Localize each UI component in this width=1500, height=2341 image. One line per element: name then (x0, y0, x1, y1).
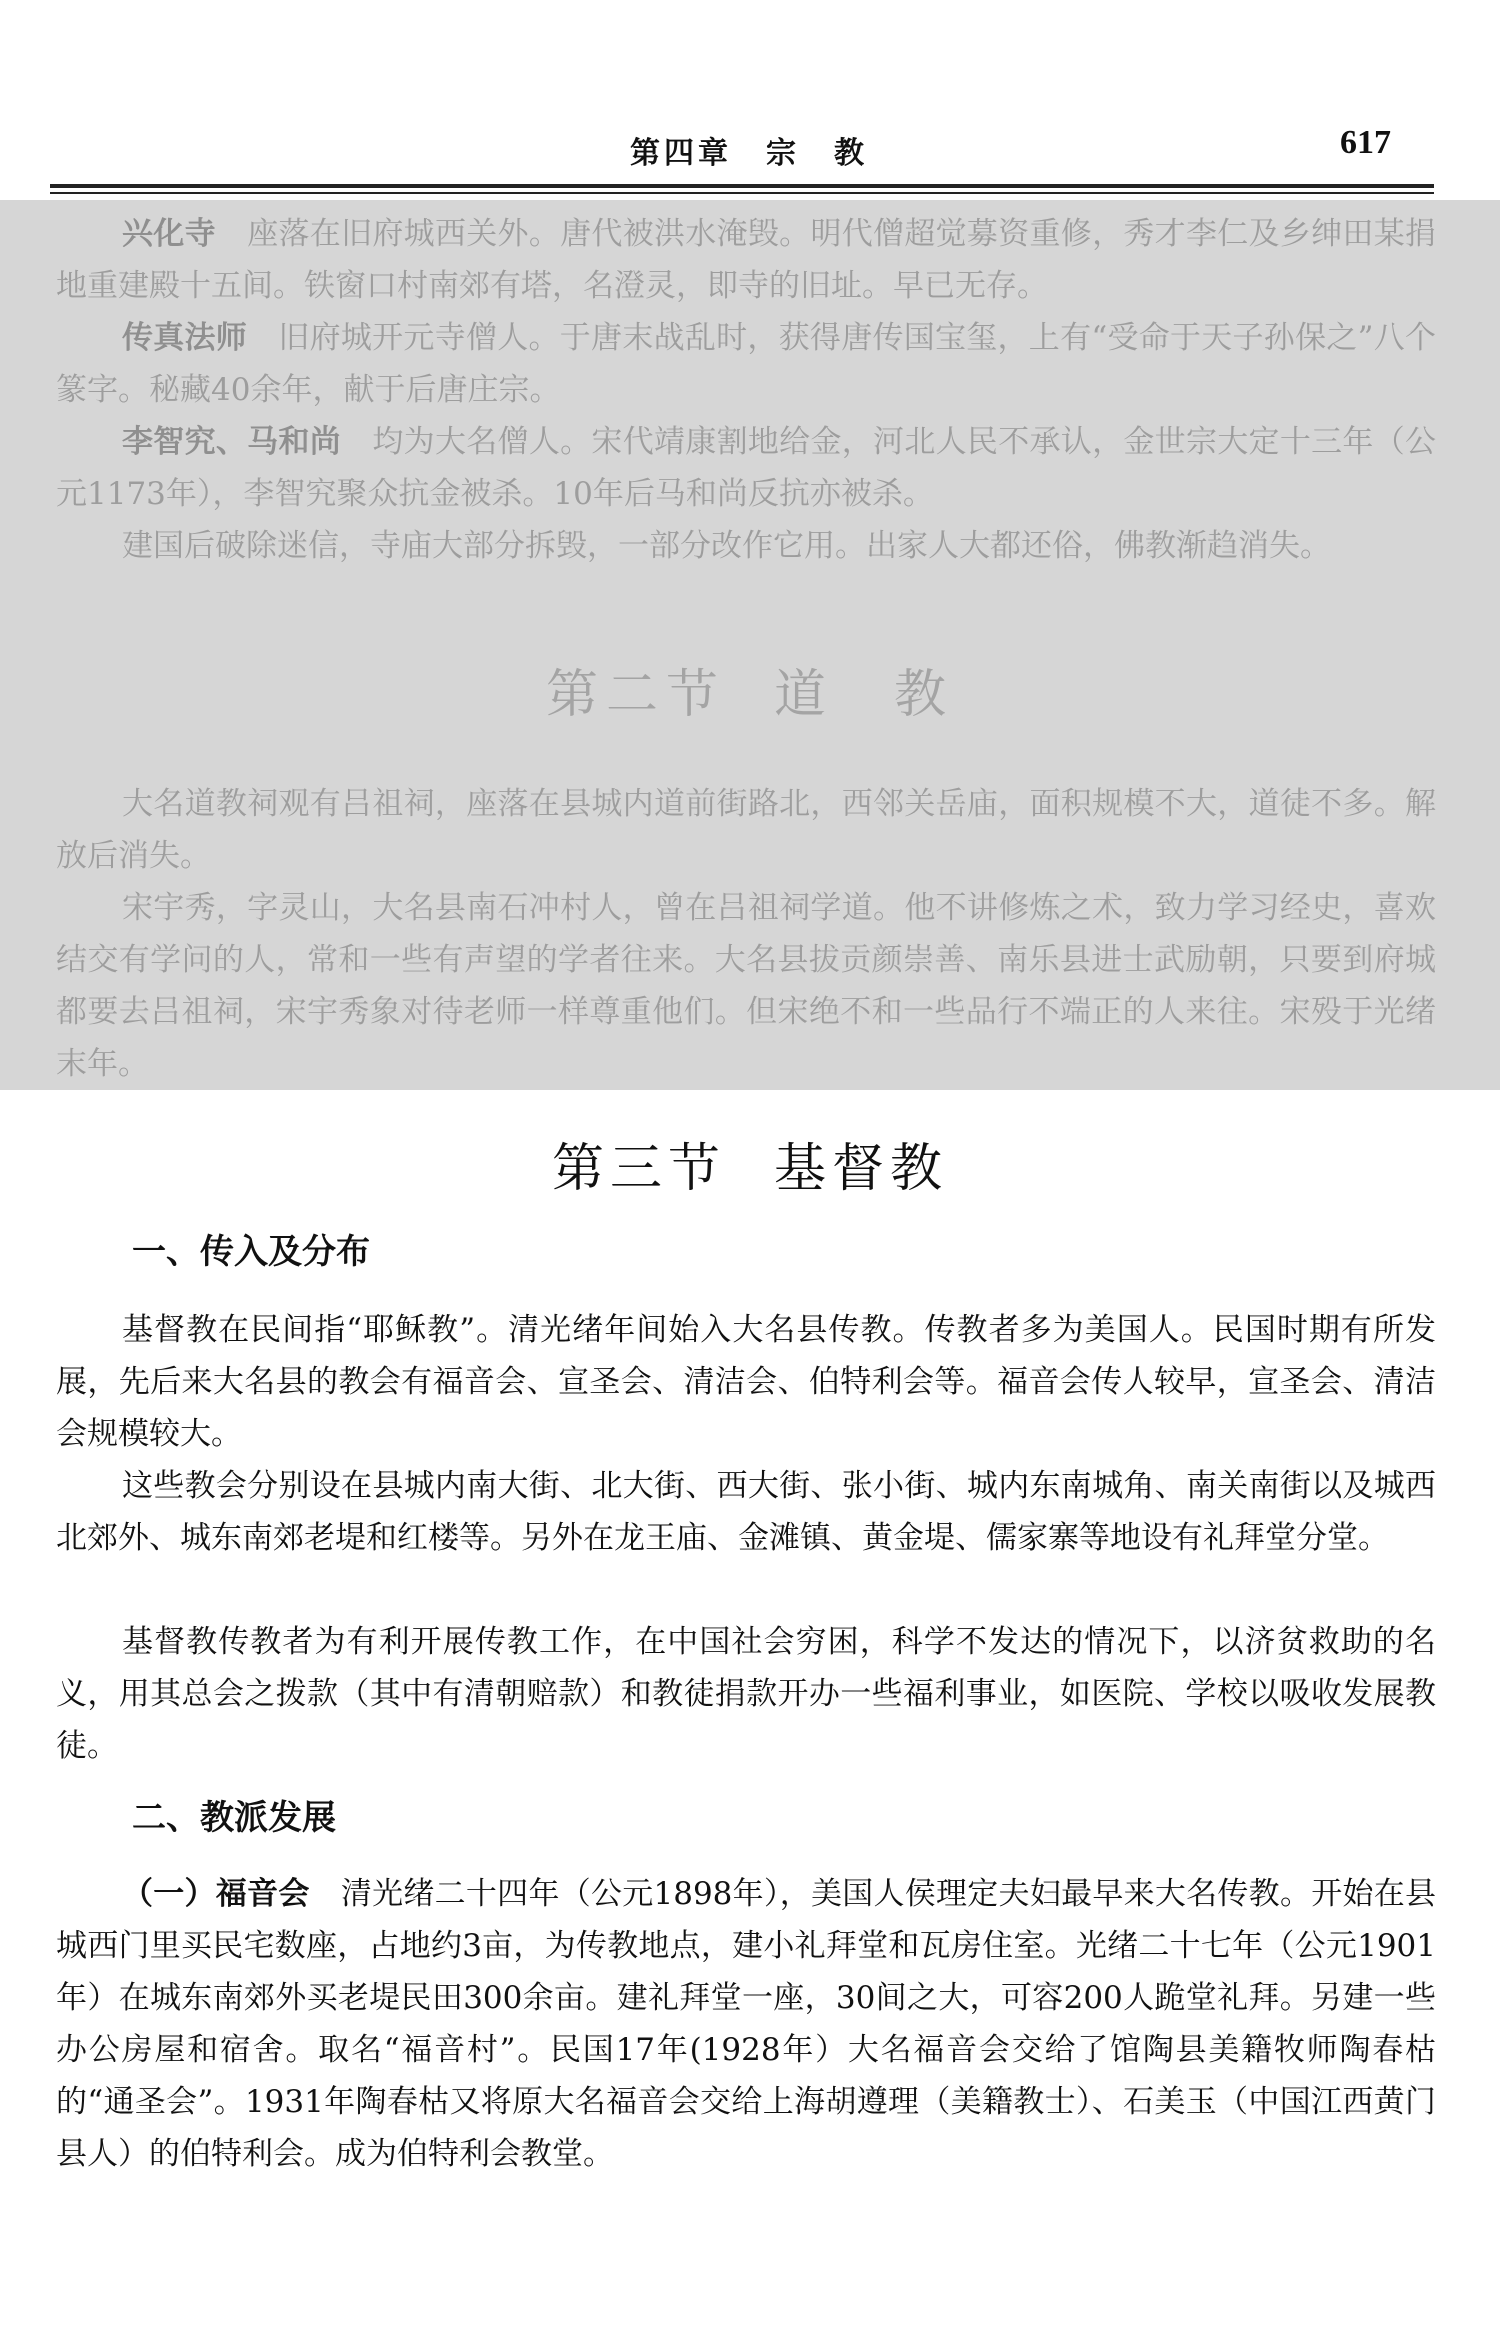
paragraph-chuanzhen-master (56, 312, 1436, 416)
paragraph-text: 均为大名僧人。宋代靖康割地给金，河北人民不承认，金世宗大定十三年（公元1173年），李智究聚众抗金被杀。10年后马和尚反抗亦被杀。 (56, 424, 1437, 512)
highlighted-region (0, 200, 1500, 1090)
paragraph-song-yuxiu: 宋宇秀，字灵山，大名县南石冲村人，曾在吕祖祠学道。他不讲修炼之术，致力学习经史，喜欢结交有学问的人，常和一些有声望的学者往来。大名县拔贡颜崇善、南乐县进士武励朝，只要到府城都要去吕祖祠，宋宇秀象对待老师一样尊重他们。但宋绝不和一些品行不端正的人来往。宋殁于光绪末年。 (56, 890, 1436, 1082)
section-2-heading (0, 652, 1500, 727)
paragraph-keyword: 传真法师 (122, 320, 248, 356)
paragraph-text: 清光绪二十四年（公元1898年），美国人侯理定夫妇最早来大名传教。开始在县城西门里买民宅数座，占地约3亩，为传教地点，建小礼拜堂和瓦房住室。光绪二十七年（公元1901年）在城东南郊外买老堤民田300余亩。建礼拜堂一座，30间之大，可容200人跪堂礼拜。另建一些办公房屋和宿舍。取名“福音村”。民国17年(1928年）大名福音会交给了馆陶县美籍牧师陶春枯的“通圣会”。1931年陶春枯又将原大名福音会交给上海胡遵理（美籍教士）、石美玉（中国江西黄门县人）的伯特利会。成为伯特利会教堂。 (56, 1876, 1437, 2172)
paragraph-church-locations: 这些教会分别设在县城内南大街、北大街、西大街、张小街、城内东南城角、南关南街以及城西北郊外、城东南郊老堤和红楼等。另外在龙王庙、金滩镇、黄金堤、儒家寨等地设有礼拜堂分堂。 (56, 1468, 1436, 1556)
paragraph-lvzu-shrine: 大名道教祠观有吕祖祠，座落在县城内道前街路北，西邻关岳庙，面积规模不大，道徒不多。解放后消失。 (56, 786, 1436, 874)
paragraph-xinghua-temple (56, 208, 1436, 312)
subheading-denominations: 二、教派发展 (132, 1798, 336, 1838)
running-title: 第四章 宗 教 (630, 136, 868, 171)
paragraph-gospel-mission (56, 1868, 1436, 2180)
paragraph-keyword: （一）福音会 (122, 1876, 310, 1912)
paragraph-welfare: 基督教传教者为有利开展传教工作，在中国社会穷困，科学不发达的情况下，以济贫救助的名义，用其总会之拨款（其中有清朝赔款）和教徒捐款开办一些福利事业，如医院、学校以吸收发展教徒。 (56, 1624, 1436, 1764)
paragraph-text: 旧府城开元寺僧人。于唐末战乱时，获得唐传国宝玺，上有“受命于天子孙保之”八个篆字。秘藏40余年，献于后唐庄宗。 (56, 320, 1437, 408)
paragraph-keyword: 李智究、马和尚 (122, 424, 342, 460)
paragraph-text: 建国后破除迷信，寺庙大部分拆毁，一部分改作它用。出家人大都还俗，佛教渐趋消失。 (122, 528, 1331, 564)
paragraph-christianity-intro: 基督教在民间指“耶稣教”。清光绪年间始入大名县传教。传教者多为美国人。民国时期有所发展，先后来大名县的教会有福音会、宣圣会、清洁会、伯特利会等。福音会传人较早，宣圣会、清洁会规模较大。 (56, 1312, 1436, 1452)
paragraph-after-founding (56, 520, 1436, 572)
main-content (0, 1090, 1500, 2341)
subheading-introduction: 一、传入及分布 (132, 1232, 370, 1272)
section-title: 道 教 (774, 665, 955, 725)
header-rule-thin (50, 192, 1434, 194)
paragraph-text: 座落在旧府城西关外。唐代被洪水淹毁。明代僧超觉募资重修，秀才李仁及乡绅田某捐地重建殿十五间。铁窗口村南郊有塔，名澄灵，即寺的旧址。早已无存。 (56, 216, 1437, 304)
paragraph-li-zhijiu (56, 416, 1436, 520)
page-header (0, 0, 1500, 200)
section-3-heading (0, 1126, 1500, 1201)
section-number: 第三节 (551, 1139, 726, 1199)
page-number: 617 (1340, 124, 1391, 161)
paragraph-keyword: 兴化寺 (122, 216, 216, 252)
section-title: 基督教 (774, 1139, 949, 1199)
header-rule-thick (50, 184, 1434, 188)
section-number: 第二节 (545, 665, 726, 725)
